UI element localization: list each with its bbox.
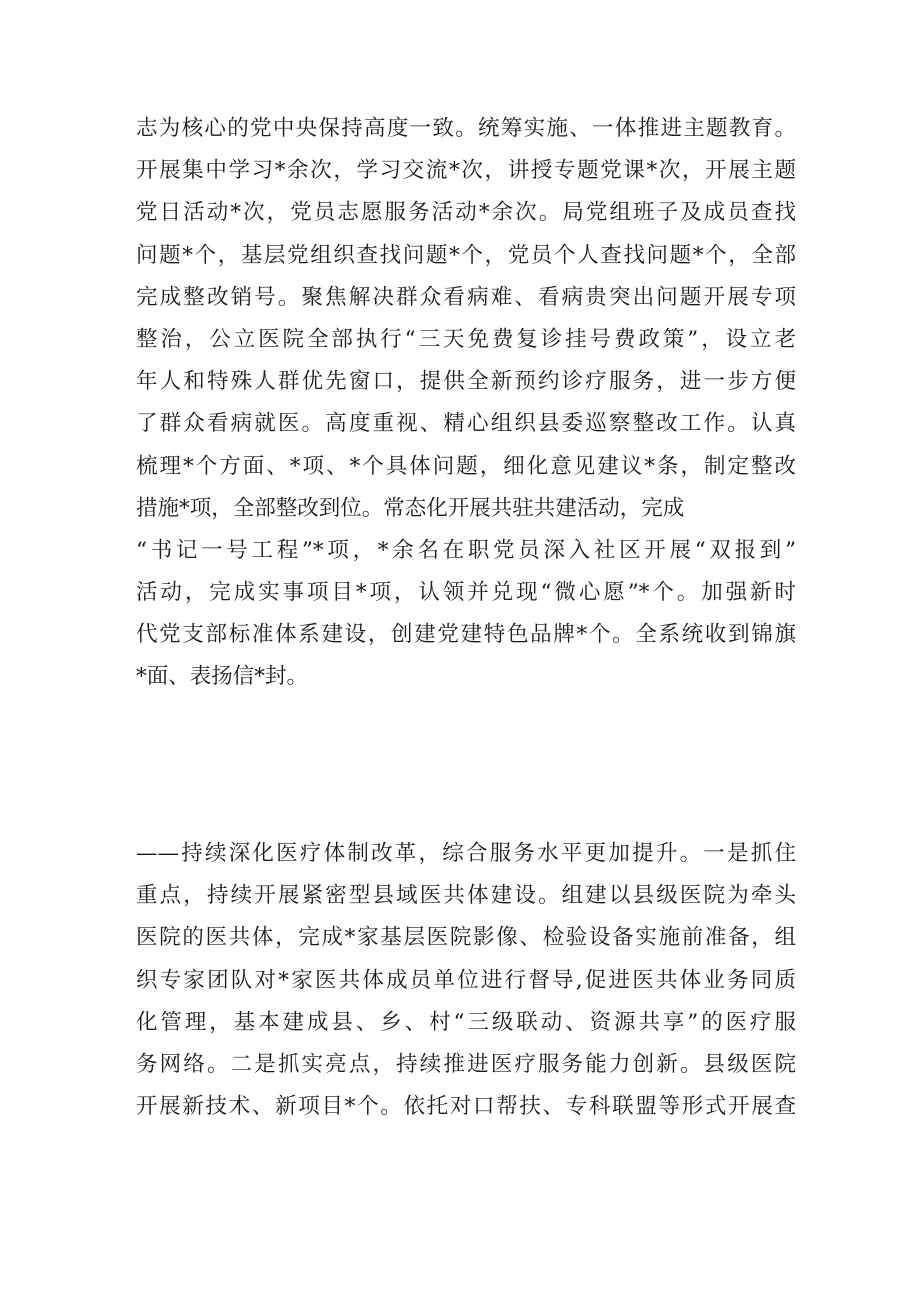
paragraph-line: 问题*个，基层党组织查找问题*个，党员个人查找问题*个，全部 bbox=[136, 242, 796, 268]
paragraph-line: 织专家团队对*家医共体成员单位进行督导,促进医共体业务同质 bbox=[136, 967, 796, 993]
paragraph-party-building bbox=[136, 108, 796, 699]
paragraph-line: *面、表扬信*封。 bbox=[136, 664, 309, 690]
paragraph-medical-reform bbox=[136, 833, 796, 1128]
paragraph-line: 措施*项，全部整改到位。常态化开展共驻共建活动，完成 bbox=[136, 495, 685, 521]
paragraph-line: “书记一号工程”*项，*余名在职党员深入社区开展“双报到” bbox=[136, 537, 796, 563]
paragraph-line: 医院的医共体，完成*家基层医院影像、检验设备实施前准备，组 bbox=[136, 925, 796, 951]
paragraph-line: ——持续深化医疗体制改革，综合服务水平更加提升。一是抓住 bbox=[136, 841, 796, 866]
paragraph-line: 重点，持续开展紧密型县域医共体建设。组建以县级医院为牵头 bbox=[136, 883, 796, 909]
paragraph-line: 完成整改销号。聚焦解决群众看病难、看病贵突出问题开展专项 bbox=[136, 284, 796, 310]
paragraph-line: 代党支部标准体系建设，创建党建特色品牌*个。全系统收到锦旗 bbox=[136, 622, 796, 648]
paragraph-line: 了群众看病就医。高度重视、精心组织县委巡察整改工作。认真 bbox=[136, 411, 796, 437]
paragraph-line: 务网络。二是抓实亮点，持续推进医疗服务能力创新。县级医院 bbox=[136, 1051, 796, 1077]
paragraph-line: 化管理，基本建成县、乡、村“三级联动、资源共享”的医疗服 bbox=[136, 1009, 796, 1035]
paragraph-line: 党日活动*次，党员志愿服务活动*余次。局党组班子及成员查找 bbox=[136, 200, 796, 226]
paragraph-line: 活动，完成实事项目*项，认领并兑现“微心愿”*个。加强新时 bbox=[136, 580, 796, 606]
paragraph-line: 整治，公立医院全部执行“三天免费复诊挂号费政策”，设立老 bbox=[136, 326, 796, 352]
paragraph-line: 志为核心的党中央保持高度一致。统筹实施、一体推进主题教育。 bbox=[136, 116, 796, 141]
paragraph-line: 开展新技术、新项目*个。依托对口帮扶、专科联盟等形式开展查 bbox=[136, 1094, 796, 1120]
paragraph-line: 开展集中学习*余次，学习交流*次，讲授专题党课*次，开展主题 bbox=[136, 158, 796, 184]
paragraph-line: 年人和特殊人群优先窗口，提供全新预约诊疗服务，进一步方便 bbox=[136, 369, 796, 395]
paragraph-line: 梳理*个方面、*项、*个具体问题，细化意见建议*条，制定整改 bbox=[136, 453, 796, 479]
